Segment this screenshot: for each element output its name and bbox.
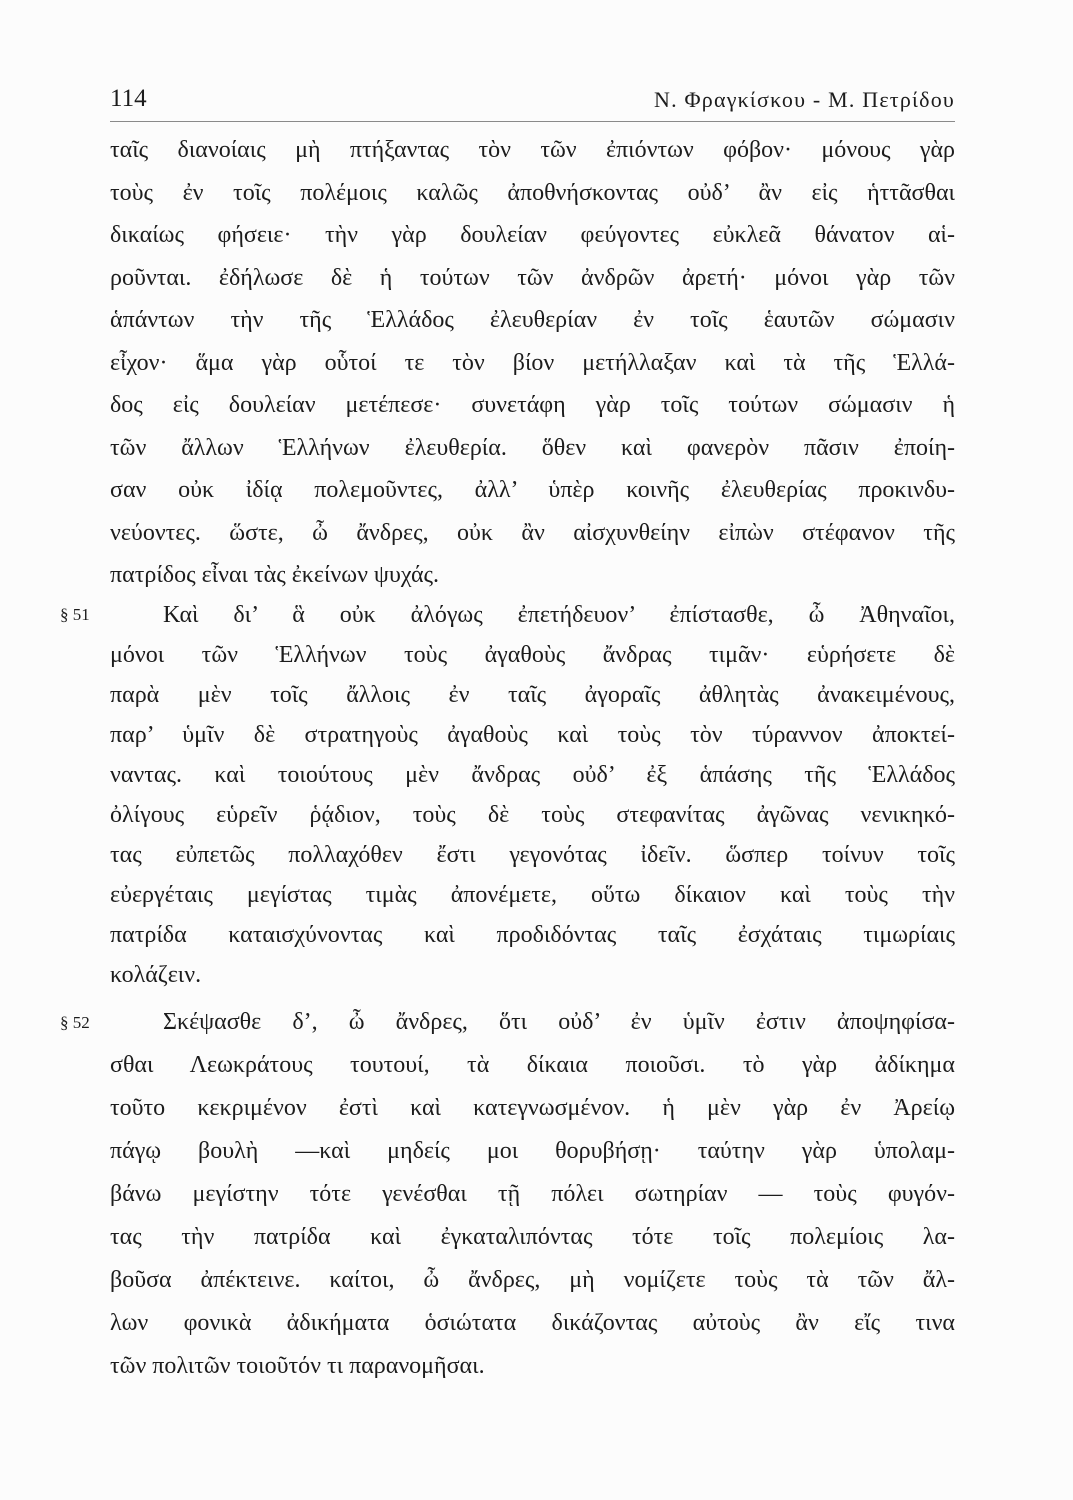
section-marker: § 52: [60, 1013, 90, 1032]
paragraph: [60, 595, 955, 995]
text-line: μόνοι τῶν Ἑλλήνων τοὺς ἀγαθοὺς ἄνδρας τιμᾶν· εὑρήσετε δὲ: [110, 642, 955, 668]
section-marker: § 51: [60, 605, 90, 624]
text-line: παρ’ ὑμῖν δὲ στρατηγοὺς ἀγαθοὺς καὶ τοὺς τὸν τύραννον ἀποκτεί-: [110, 722, 955, 748]
text-line: τας τὴν πατρίδα καὶ ἐγκαταλιπόντας τότε τοῖς πολεμίοις λα-: [110, 1224, 955, 1250]
text-line: τας εὐπετῶς πολλαχόθεν ἔστι γεγονότας ἰδεῖν. ὥσπερ τοίνυν τοῖς: [110, 842, 955, 868]
text-line: τῶν ἄλλων Ἑλλήνων ἐλευθερία. ὅθεν καὶ φανερὸν πᾶσιν ἐποίη-: [110, 434, 955, 461]
text-line: σαν οὐκ ἰδίᾳ πολεμοῦντες, ἀλλ’ ὑπὲρ κοινῆς ἐλευθερίας προκινδυ-: [110, 477, 955, 503]
text-line: πατρίδος εἶναι τὰς ἐκείνων ψυχάς.: [110, 562, 440, 588]
text-line: ὀλίγους εὑρεῖν ῥᾴδιον, τοὺς δὲ τοὺς στεφανίτας ἀγῶνας νενικηκό-: [110, 802, 955, 828]
text-line: τοῦτο κεκριμένον ἐστὶ καὶ κατεγνωσμένον. ἡ μὲν γὰρ ἐν Ἀρείῳ: [110, 1095, 955, 1121]
text-line: ταῖς διανοίαις μὴ πτήξαντας τὸν τῶν ἐπιόντων φόβον· μόνους γὰρ: [110, 137, 955, 163]
text-line: δος εἰς δουλείαν μετέπεσε· συνετάφη γὰρ τοῖς τούτων σώμασιν ἡ: [110, 392, 955, 418]
text-line: δικαίως φήσειε· τὴν γὰρ δουλείαν φεύγοντες εὐκλεᾶ θάνατον αἱ-: [110, 222, 955, 248]
text-line: Καὶ δι’ ἃ οὐκ ἀλόγως ἐπετήδευον’ ἐπίστασθε, ὦ Ἀθηναῖοι,: [163, 602, 955, 628]
text-line: βοῦσα ἀπέκτεινε. καίτοι, ὦ ἄνδρες, μὴ νομίζετε τοὺς τὰ τῶν ἄλ-: [110, 1267, 955, 1293]
text-line: τῶν πολιτῶν τοιοῦτόν τι παρανομῆσαι.: [110, 1353, 485, 1379]
text-line: σθαι Λεωκράτους τουτουί, τὰ δίκαια ποιοῦσι. τὸ γὰρ ἀδίκημα: [110, 1052, 955, 1078]
text-line: Σκέψασθε δ’, ὦ ἄνδρες, ὅτι οὐδ’ ἐν ὑμῖν ἐστιν ἀποψηφίσα-: [163, 1009, 955, 1035]
text-line: κολάζειν.: [110, 962, 202, 988]
running-head: Ν. Φραγκίσκου - Μ. Πετρίδου: [654, 87, 955, 112]
text-line: ἁπάντων τὴν τῆς Ἑλλάδος ἐλευθερίαν ἐν τοῖς ἑαυτῶν σώμασιν: [110, 307, 955, 333]
text-line: ναντας. καὶ τοιούτους μὲν ἄνδρας οὐδ’ ἐξ ἁπάσης τῆς Ἑλλάδος: [110, 762, 955, 788]
header-rule: [110, 121, 955, 122]
paragraph: [60, 1001, 955, 1388]
text-line: ροῦνται. ἐδήλωσε δὲ ἡ τούτων τῶν ἀνδρῶν ἀρετή· μόνοι γὰρ τῶν: [110, 264, 955, 291]
text-line: εὐεργέταις μεγίστας τιμὰς ἀπονέμετε, οὕτω δίκαιον καὶ τοὺς τὴν: [110, 882, 955, 908]
text-line: εἶχον· ἅμα γὰρ οὗτοί τε τὸν βίον μετήλλαξαν καὶ τὰ τῆς Ἑλλά-: [110, 349, 955, 376]
text-line: βάνω μεγίστην τότε γενέσθαι τῇ πόλει σωτηρίαν — τοὺς φυγόν-: [110, 1181, 955, 1207]
paragraph: [110, 129, 955, 597]
text-line: πάγῳ βουλὴ —καὶ μηδείς μοι θορυβήσῃ· ταύτην γὰρ ὑπολαμ-: [110, 1138, 955, 1164]
page-number: 114: [110, 85, 147, 112]
text-line: λων φονικὰ ἀδικήματα ὁσιώτατα δικάζοντας αὐτοὺς ἂν εἴς τινα: [110, 1310, 955, 1336]
text-line: τοὺς ἐν τοῖς πολέμοις καλῶς ἀποθνήσκοντας οὐδ’ ἂν εἰς ἡττᾶσθαι: [110, 179, 955, 206]
text-line: νεύοντες. ὥστε, ὦ ἄνδρες, οὐκ ἂν αἰσχυνθείην εἰπὼν στέφανον τῆς: [110, 519, 955, 546]
text-line: παρὰ μὲν τοῖς ἄλλοις ἐν ταῖς ἀγοραῖς ἀθλητὰς ἀνακειμένους,: [110, 682, 955, 708]
text-line: πατρίδα καταισχύνοντας καὶ προδιδόντας ταῖς ἐσχάταις τιμωρίαις: [110, 922, 955, 948]
